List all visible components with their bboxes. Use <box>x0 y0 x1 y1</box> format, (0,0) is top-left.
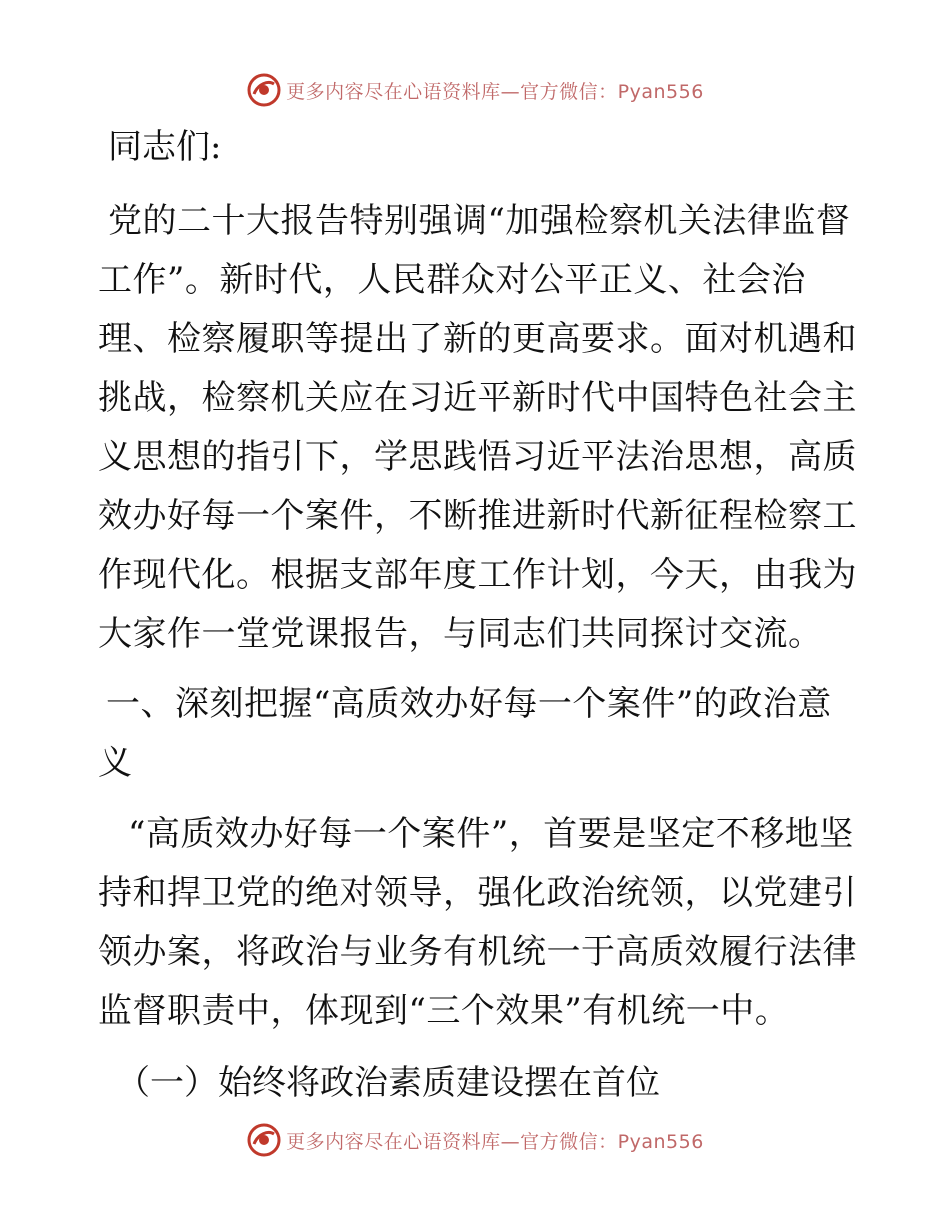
seal-logo-icon <box>246 1122 282 1158</box>
paragraph-section-1: “高质效办好每一个案件”，首要是坚定不移地坚持和捍卫党的绝对领导，强化政治统领，以党建引领办案，将政治与业务有机统一于高质效履行法律监督职责中，体现到“三个效果”有机统一中。 <box>98 814 857 1031</box>
greeting: 同志们: <box>108 127 222 167</box>
watermark-footer <box>0 1120 950 1160</box>
watermark-text: 更多内容尽在心语资料库—官方微信：Pyan556 <box>286 80 704 103</box>
subsection-heading-1: （一）始终将政治素质建设摆在首位 <box>116 1063 660 1103</box>
watermark-header <box>0 70 950 110</box>
seal-logo-icon <box>246 72 282 108</box>
paragraph-intro: 党的二十大报告特别强调“加强检察机关法律监督工作”。新时代，人民群众对公平正义、社会治理、检察履职等提出了新的更高要求。面对机遇和挑战，检察机关应在习近平新时代中国特色社会主义思想的指引下，学思践悟习近平法治思想，高质效办好每一个案件，不断推进新时代新征程检察工作现代化。根据支部年度工作计划，今天，由我为大家作一堂党课报告，与同志们共同探讨交流。 <box>98 201 857 654</box>
section-heading-1: 一、深刻把握“高质效办好每一个案件”的政治意义 <box>98 684 832 783</box>
watermark-text: 更多内容尽在心语资料库—官方微信：Pyan556 <box>286 1130 704 1153</box>
